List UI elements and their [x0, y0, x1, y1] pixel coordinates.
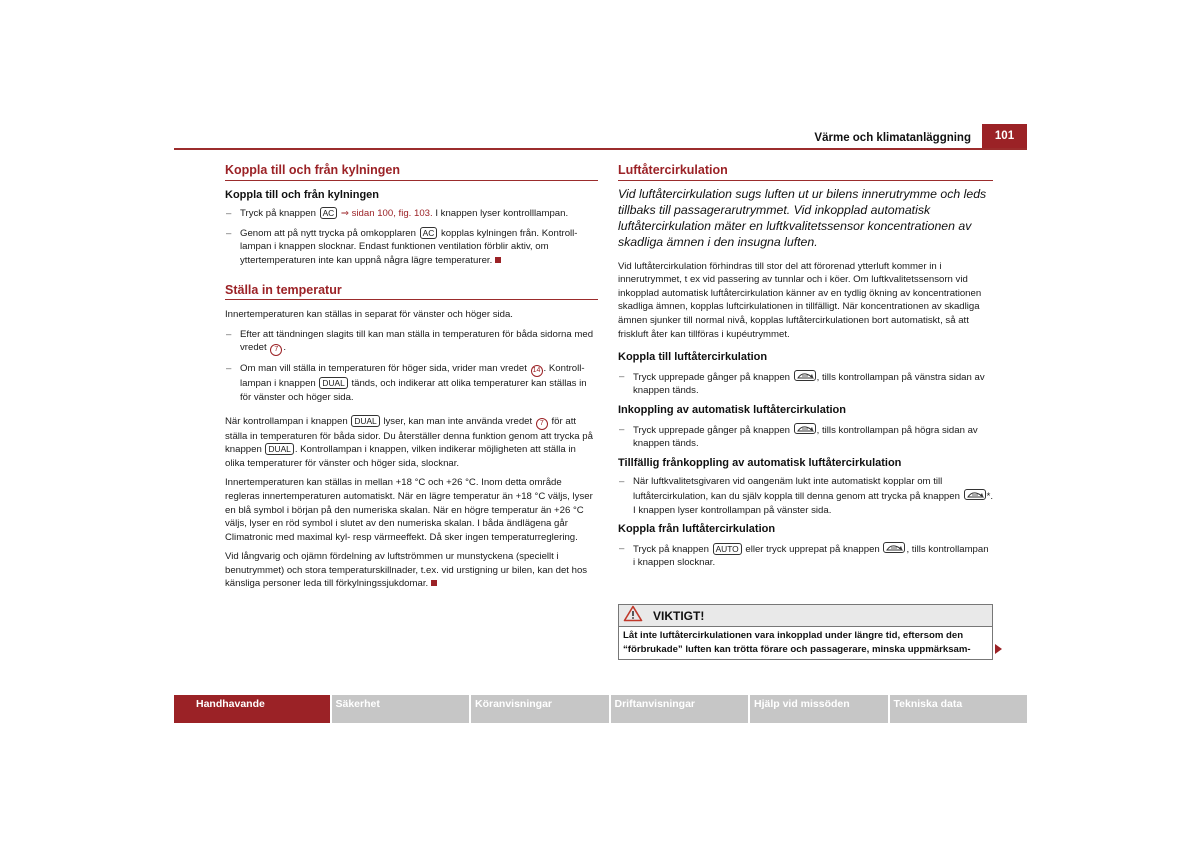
- dual-key-label: DUAL: [351, 415, 379, 427]
- end-of-section-icon: [495, 257, 501, 263]
- knob-7-icon: 7: [270, 344, 282, 356]
- auto-key-label: AUTO: [713, 543, 742, 555]
- warning-box: [618, 604, 993, 660]
- bullet-ac-on: – Tryck på knappen AC ⇒ sidan 100, fig. 103. I knappen lyser kontrolllampan.: [225, 207, 598, 221]
- subtitle-recirc-on: Koppla till luftåtercirkulation: [618, 351, 768, 364]
- section-title-cooling: Koppla till och från kylningen: [225, 164, 598, 181]
- left-column: [225, 164, 598, 597]
- tab-sakerhet[interactable]: Säkerhet: [332, 695, 470, 723]
- page-reference-link[interactable]: ⇒ sidan 100, fig. 103.: [340, 208, 433, 220]
- header-rule: [174, 148, 1027, 150]
- temperature-intro: Innertemperaturen kan ställas in separat för vänster och höger sida.: [225, 309, 513, 321]
- right-column: [618, 164, 993, 576]
- chapter-title: Värme och klimatanläggning: [814, 132, 971, 144]
- ac-key-label: AC: [320, 207, 338, 219]
- draft-warning-paragraph: Vid långvarig och ojämn fördelning av luftströmmen ur munstyckena (speciellt i benutrymmet) och stora temperaturskillnader, t.ex. vid urstigning ur bilen, kan det hos känsliga personer leda till förkylningssjukdomar.: [225, 551, 588, 590]
- page-number: 101: [982, 124, 1027, 148]
- recirculation-button-icon: [883, 542, 905, 553]
- knob-7-icon: 7: [536, 418, 548, 430]
- end-of-section-icon: [431, 580, 437, 586]
- dual-key-label: DUAL: [319, 377, 347, 389]
- warning-header: [619, 605, 992, 627]
- recirculation-lead: Vid luftåtercirkulation sugs luften ut ur bilens innerutrymme och leds tillbaks till passagerarutrymmet. Vid inkopplad automatisk luftåtercirkulation mäter en luftkvalitetssensor koncentrationen av skadliga ämnen i den insugna luften.: [618, 186, 987, 249]
- subtitle-recirc-off: Koppla från luftåtercirkulation: [618, 523, 776, 536]
- section-title-temperature: Ställa in temperatur: [225, 284, 598, 301]
- bullet-right-side: – Om man vill ställa in temperaturen för höger sida, vrider man vredet 14 . Kontrolllampan i knappen DUAL tänds, och indikerar att olika temperaturer kan ställas in för vänster och höger sida.: [225, 362, 598, 404]
- page-header: [174, 124, 1027, 150]
- recirculation-button-icon: [794, 370, 816, 381]
- bullet-auto-recirc: – Tryck upprepade gånger på knappen , tills kontrollampan på högra sidan av knappen tänds.: [618, 423, 993, 451]
- temperature-range-paragraph: Innertemperaturen kan ställas in mellan +18 °C och +26 °C. Inom detta område regleras innertemperaturen automatiskt. När en lägre temperatur än +18 °C väljs, lyser en blå symbol i början på den numeriska skalan. När en högre temperatur än +26 °C väljs, lyser en röd symbol i slutet av den numeriska skalan. I båda ändlägena går Climatronic med maximal kyl- resp värmeeffekt. Då sker ingen temperaturreglering.: [225, 477, 593, 543]
- tab-handhavande[interactable]: Handhavande: [174, 695, 330, 723]
- section-title-recirculation: Luftåtercirkulation: [618, 164, 993, 181]
- bullet-recirc-off: – Tryck på knappen AUTO eller tryck upprepat på knappen , tills kontrollampan i knappen slocknar.: [618, 542, 993, 570]
- tab-hjalp-vid-missoden[interactable]: Hjälp vid missöden: [750, 695, 888, 723]
- bullet-recirc-on: – Tryck upprepade gånger på knappen , tills kontrollampan på vänstra sidan av knappen tänds.: [618, 370, 993, 398]
- dual-key-label: DUAL: [265, 443, 293, 455]
- tab-driftanvisningar[interactable]: Driftanvisningar: [611, 695, 749, 723]
- recirculation-paragraph: Vid luftåtercirkulation förhindras till stor del att förorenad ytterluft kommer in i innerutrymmet, t ex vid passering av tunnlar och i köer. Om luftkvalitetssensorn vid inkopplad automatisk luftåtercirkulation känner av en tydlig ökning av koncentrationen skadliga ämnen, kopplas luftcirkulationen in tillfälligt. När koncentrationen av skadliga ämnen sjunker till normal nivå, kopplas luftåtercirkulationen bort automatiskt, så att friskluft åter kan tillföras i kupéutrymmet.: [618, 260, 982, 340]
- knob-14-icon: 14: [531, 365, 543, 377]
- tab-koranvisningar[interactable]: Köranvisningar: [471, 695, 609, 723]
- continue-arrow-icon: [995, 644, 1002, 654]
- tab-tekniska-data[interactable]: Tekniska data: [890, 695, 1028, 723]
- footer-chapter-nav: [174, 695, 1027, 723]
- bullet-ac-off: – Genom att på nytt trycka på omkopplaren AC kopplas kylningen från. Kontrolllampan i knappen slocknar. Endast funktionen ventilation förblir aktiv, om yttertemperaturen inte kan uppnå några lägre temperaturer.: [225, 227, 598, 268]
- recirculation-button-icon: [794, 423, 816, 434]
- dual-paragraph: När kontrollampan i knappen DUAL lyser, kan man inte använda vredet 7 för att ställa in temperaturen för båda sidor. Du återställer denna funktion genom att trycka på knappen DUAL . Kontrollampan i knappen, vilken indikerar möjligheten att ställa in olika temperaturer för vänster och höger sida, slocknar.: [225, 415, 593, 469]
- recirculation-button-icon: [964, 489, 986, 500]
- subtitle-cooling: Koppla till och från kylningen: [225, 188, 380, 201]
- warning-text: Låt inte luftåtercirkulationen vara inkopplad under längre tid, eftersom den “förbrukade” luften kan trötta förare och passagerare, minska uppmärksam-: [623, 630, 971, 655]
- bullet-both-sides: – Efter att tändningen slagits till kan man ställa in temperaturen för båda sidorna med vredet 7 .: [225, 328, 598, 357]
- bullet-temp-disable: – När luftkvalitetsgivaren vid oangenäm lukt inte automatiskt kopplar om till luftåtercirkulation, kan du själv koppla till denna genom att trycka på knappen *. I knappen lyser kontrollampan på vänster sida.: [618, 475, 993, 517]
- warning-triangle-icon: [623, 605, 643, 627]
- warning-label: VIKTIGT!: [653, 608, 705, 623]
- subtitle-temp-disable: Tillfällig frånkoppling av automatisk luftåtercirkulation: [618, 456, 902, 469]
- subtitle-auto-recirc: Inkoppling av automatisk luftåtercirkulation: [618, 403, 846, 416]
- ac-key-label: AC: [420, 227, 438, 239]
